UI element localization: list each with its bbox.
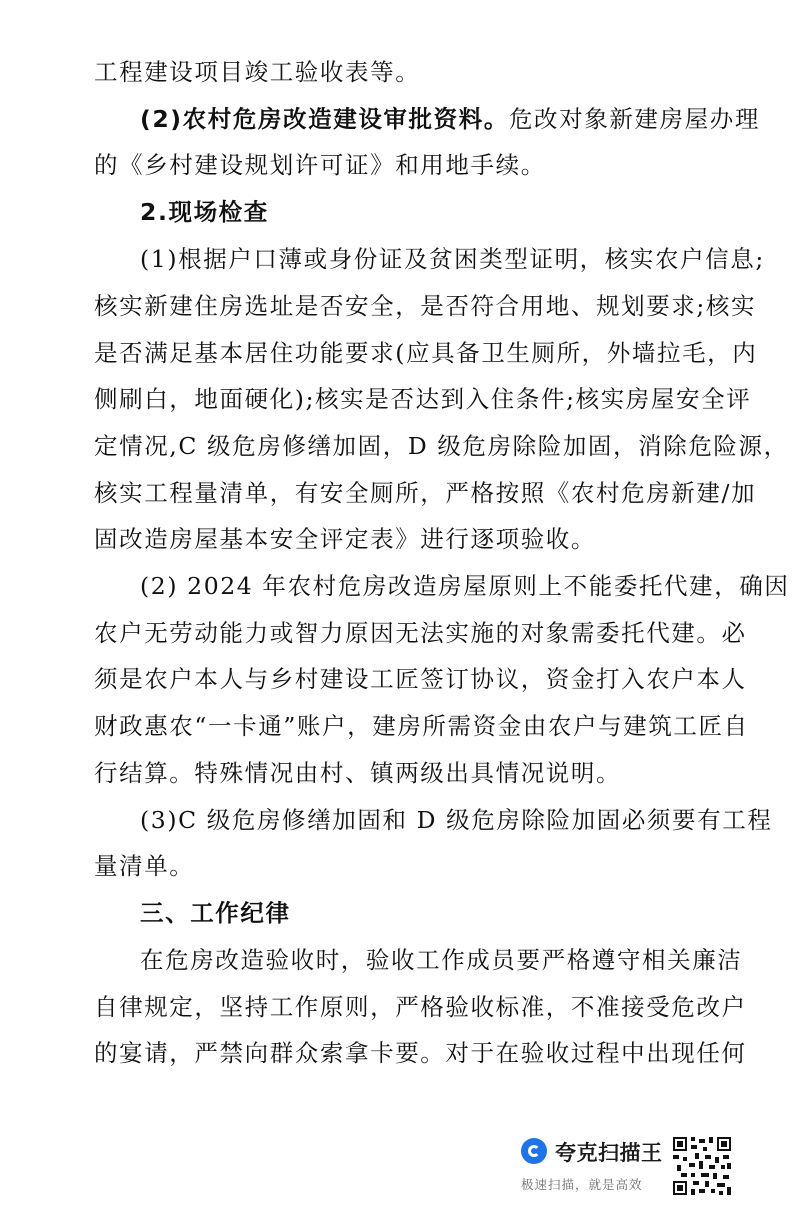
text-line: 核实新建住房选址是否安全，是否符合用地、规划要求;核实 — [94, 292, 757, 320]
quark-logo-icon — [521, 1138, 547, 1164]
text-line: (1)根据户口薄或身份证及贫困类型证明，核实农户信息; — [140, 245, 765, 273]
text-line: 工程建设项目竣工验收表等。 — [94, 58, 421, 86]
text-line: (3)C 级危房修缮加固和 D 级危房除险加固必须要有工程 — [140, 806, 773, 834]
text-line: 核实工程量清单，有安全厕所，严格按照《农村危房新建/加 — [94, 479, 757, 507]
subheading: (2)农村危房改造建设审批资料。 — [140, 105, 509, 133]
scanner-watermark — [521, 1135, 733, 1197]
text-line: 是否满足基本居住功能要求(应具备卫生厕所，外墙拉毛，内 — [94, 339, 758, 367]
text-line: 行结算。特殊情况由村、镇两级出具情况说明。 — [94, 759, 622, 787]
text-line: 在危房改造验收时，验收工作成员要严格遵守相关廉洁 — [140, 946, 743, 974]
text-line: 农户无劳动能力或智力原因无法实施的对象需委托代建。必 — [94, 619, 747, 647]
text-line: 量清单。 — [94, 852, 195, 880]
text-line: 自律规定，坚持工作原则，严格验收标准，不准接受危改户 — [94, 993, 747, 1021]
text-line: 财政惠农“一卡通”账户，建房所需资金由农户与建筑工匠自 — [94, 712, 749, 740]
text-line: 定情况,C 级危房修缮加固，D 级危房除险加固，消除危险源， — [94, 432, 789, 460]
text-line — [140, 104, 760, 134]
section-heading: 三、工作纪律 — [140, 899, 291, 927]
text-line: (2) 2024 年农村危房改造房屋原则上不能委托代建，确因 — [140, 572, 790, 600]
watermark-brand: 夸克扫描王 — [555, 1141, 663, 1165]
text-line: 须是农户本人与乡村建设工匠签订协议，资金打入农户本人 — [94, 665, 747, 693]
text-line: 的宴请，严禁向群众索拿卡要。对于在验收过程中出现任何 — [94, 1039, 747, 1067]
watermark-slogan: 极速扫描，就是高效 — [521, 1177, 643, 1192]
text-line: 固改造房屋基本安全评定表》进行逐项验收。 — [94, 525, 596, 553]
qr-code-icon — [671, 1135, 733, 1197]
text-span: 危改对象新建房屋办理 — [508, 105, 760, 133]
text-line: 的《乡村建设规划许可证》和用地手续。 — [94, 151, 546, 179]
text-line: 侧刷白，地面硬化);核实是否达到入住条件;核实房屋安全评 — [94, 385, 752, 413]
section-heading: 2.现场检查 — [140, 198, 269, 226]
